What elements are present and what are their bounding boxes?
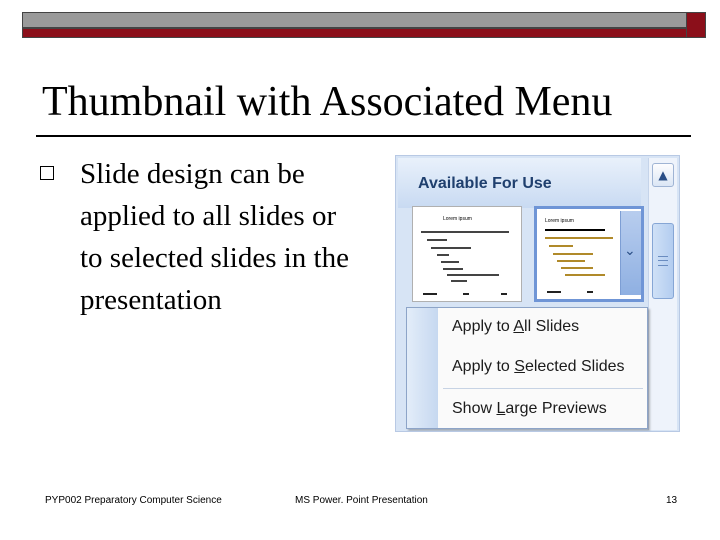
band-maroon-stripe [22,28,706,38]
bullet-square-icon [40,166,54,180]
context-menu [406,307,648,429]
thumbnail-text-line [431,247,471,249]
thumbnail-text-line [565,274,605,276]
panel-header [398,158,641,208]
menu-separator [443,388,643,389]
thumbnail-footer [501,293,507,295]
thumbnail-text-line [443,268,463,270]
thumbnail-footer [463,293,469,295]
footer-page-number: 13 [666,495,678,506]
menu-item-label: Show [452,400,497,417]
thumbnail-text-line [451,280,467,282]
thumbnail-footer [547,291,561,293]
menu-item-label: ll Slides [524,318,580,335]
menu-item-accelerator: S [514,358,525,375]
title-underline [36,135,691,137]
top-decorative-band [22,12,706,38]
available-for-use-panel [395,155,680,432]
chevron-down-icon: ⌄ [624,243,636,259]
footer-presentation: MS Power. Point Presentation [295,495,428,506]
menu-item-apply-to-selected-slides[interactable] [452,358,625,376]
scroll-up-arrow-icon[interactable]: ▲ [652,163,674,187]
thumbnail-text-line [561,267,593,269]
thumbnail-title: Lorem ipsum [545,218,574,224]
menu-item-accelerator: A [513,318,525,335]
thumbnail-dropdown-button[interactable] [620,211,641,295]
band-corner-square [686,12,706,38]
thumbnail-text-line [545,229,605,231]
thumbnail-text-line [545,237,613,239]
menu-item-label: Apply to [452,318,514,335]
menu-icon-gutter [407,308,438,428]
scroll-thumb[interactable] [652,223,674,299]
grip-icon [658,256,668,266]
menu-item-label: arge Previews [505,400,607,417]
thumbnail-text-line [421,231,509,233]
menu-item-label: elected Slides [524,358,625,375]
design-thumbnail-1[interactable] [412,206,522,302]
thumbnail-text-line [549,245,573,247]
thumbnail-text-line [557,260,585,262]
thumbnail-text-line [553,253,593,255]
footer-course: PYP002 Preparatory Computer Science [45,495,222,506]
thumbnail-text-line [427,239,447,241]
thumbnail-text-line [437,254,449,256]
menu-item-label: Apply to [452,358,515,375]
slide-title: Thumbnail with Associated Menu [42,79,613,125]
panel-scrollbar[interactable] [648,158,677,430]
panel-title: Available For Use [418,175,552,192]
thumbnail-title: Lorem ipsum [443,216,472,222]
thumbnail-text-line [447,274,499,276]
band-grey-stripe [22,12,706,28]
bullet-text: Slide design can be applied to all slides or to selected slides in the presentation [80,158,349,316]
menu-item-accelerator: L [496,400,506,417]
menu-item-show-large-previews[interactable] [452,400,607,418]
thumbnail-footer [587,291,593,293]
menu-item-apply-to-all-slides[interactable] [452,318,579,336]
thumbnail-footer [423,293,437,295]
thumbnail-text-line [441,261,459,263]
